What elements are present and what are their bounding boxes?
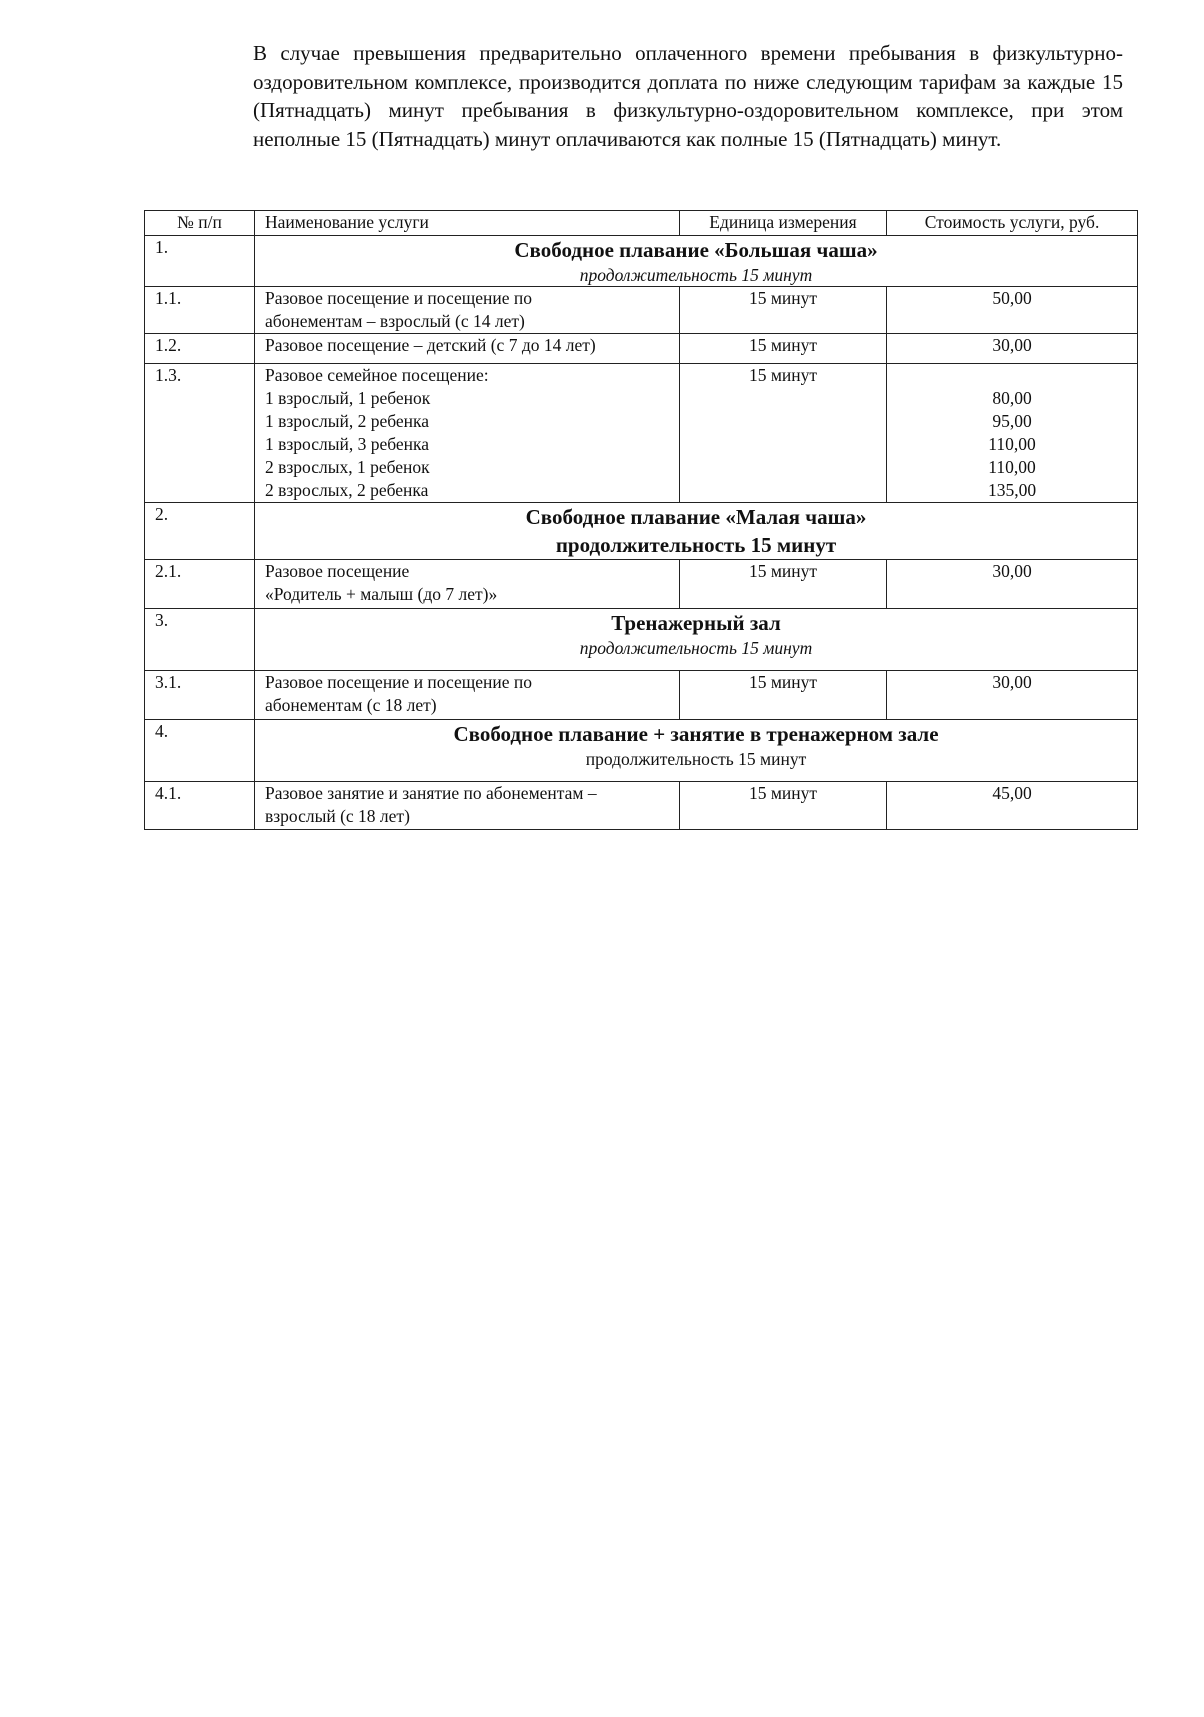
row-number: 1.1. [145, 287, 255, 334]
section-subtitle: продолжительность 15 минут [579, 638, 813, 658]
section-number: 1. [145, 236, 255, 287]
service-name-line: взрослый (с 18 лет) [264, 806, 410, 826]
row-number: 3.1. [145, 671, 255, 720]
section-number: 2. [145, 503, 255, 560]
header-num: № п/п [145, 211, 255, 236]
section-row [145, 609, 1138, 671]
section-title: Тренажерный зал [611, 611, 781, 635]
unit-cell: 15 минут [679, 671, 886, 720]
price-value: 135,00 [987, 480, 1037, 500]
row-number: 1.2. [145, 334, 255, 364]
table-row [145, 334, 1138, 364]
service-name-line: 2 взрослых, 2 ребенка [264, 480, 429, 500]
section-title: Свободное плавание «Большая чаша» [514, 238, 878, 262]
section-heading [254, 503, 1137, 560]
table-row [145, 671, 1138, 720]
unit-cell: 15 минут [679, 334, 886, 364]
unit-cell: 15 минут [679, 287, 886, 334]
price-cell [887, 364, 1138, 503]
table-row [145, 364, 1138, 503]
service-name-line: «Родитель + малыш (до 7 лет)» [264, 584, 498, 604]
price-value: 110,00 [988, 457, 1036, 477]
intro-paragraph: В случае превышения предварительно оплаченного времени пребывания в физкультурно-оздоровительном комплексе, производится доплата по ниже следующим тарифам за каждые 15 (Пятнадцать) минут пребывания в физкультурно-оздоровительном комплексе, при этом неполные 15 (Пятнадцать) минут оплачиваются как полные 15 (Пятнадцать) минут. [253, 41, 1123, 151]
service-name [254, 560, 679, 609]
unit-cell: 15 минут [679, 782, 886, 830]
service-name [254, 287, 679, 334]
service-name-line: Разовое посещение – детский (с 7 до 14 лет) [264, 335, 596, 355]
service-name-line: 1 взрослый, 1 ребенок [264, 388, 431, 408]
service-name [254, 782, 679, 830]
section-subtitle: продолжительность 15 минут [555, 533, 837, 557]
unit-cell: 15 минут [679, 364, 886, 503]
section-row [145, 236, 1138, 287]
service-name [254, 334, 679, 364]
section-title: Свободное плавание + занятие в тренажерном зале [453, 722, 939, 746]
section-subtitle: продолжительность 15 минут [585, 749, 807, 769]
price-cell [887, 287, 1138, 334]
service-name-line: Разовое посещение и посещение по [264, 288, 532, 308]
service-name-line: 1 взрослый, 2 ребенка [264, 411, 430, 431]
service-name-line: абонементам (с 18 лет) [264, 695, 437, 715]
service-name-line: абонементам – взрослый (с 14 лет) [264, 311, 525, 331]
header-price: Стоимость услуги, руб. [887, 211, 1138, 236]
table-row [145, 782, 1138, 830]
price-value: 45,00 [992, 783, 1032, 803]
section-row [145, 503, 1138, 560]
price-value [897, 364, 1127, 387]
unit-cell: 15 минут [679, 560, 886, 609]
service-name-line: Разовое посещение [264, 561, 410, 581]
table-row [145, 560, 1138, 609]
price-cell [887, 671, 1138, 720]
price-value: 110,00 [988, 434, 1036, 454]
section-heading [254, 236, 1137, 287]
section-heading [254, 609, 1137, 671]
price-value: 50,00 [992, 288, 1032, 308]
section-number: 3. [145, 609, 255, 671]
price-value: 30,00 [992, 561, 1032, 581]
section-row [145, 720, 1138, 782]
service-name-line: 1 взрослый, 3 ребенка [264, 434, 430, 454]
header-unit: Единица измерения [679, 211, 886, 236]
price-cell [887, 334, 1138, 364]
price-value: 30,00 [992, 335, 1032, 355]
service-name-line: 2 взрослых, 1 ребенок [264, 457, 430, 477]
service-name-line: Разовое посещение и посещение по [264, 672, 532, 692]
section-title: Свободное плавание «Малая чаша» [525, 505, 867, 529]
section-subtitle: продолжительность 15 минут [579, 265, 813, 285]
price-value: 95,00 [992, 411, 1032, 431]
row-number: 1.3. [145, 364, 255, 503]
service-name [254, 364, 679, 503]
table-row [145, 287, 1138, 334]
section-number: 4. [145, 720, 255, 782]
row-number: 2.1. [145, 560, 255, 609]
header-name: Наименование услуги [254, 211, 679, 236]
service-name-line: Разовое семейное посещение: [264, 365, 489, 385]
price-value: 80,00 [992, 388, 1032, 408]
table-header-row [145, 211, 1138, 236]
price-value: 30,00 [992, 672, 1032, 692]
service-name-line: Разовое занятие и занятие по абонементам – [264, 783, 597, 803]
price-cell [887, 560, 1138, 609]
service-name [254, 671, 679, 720]
row-number: 4.1. [145, 782, 255, 830]
section-heading [254, 720, 1137, 782]
price-cell [887, 782, 1138, 830]
tariff-table [144, 210, 1138, 830]
